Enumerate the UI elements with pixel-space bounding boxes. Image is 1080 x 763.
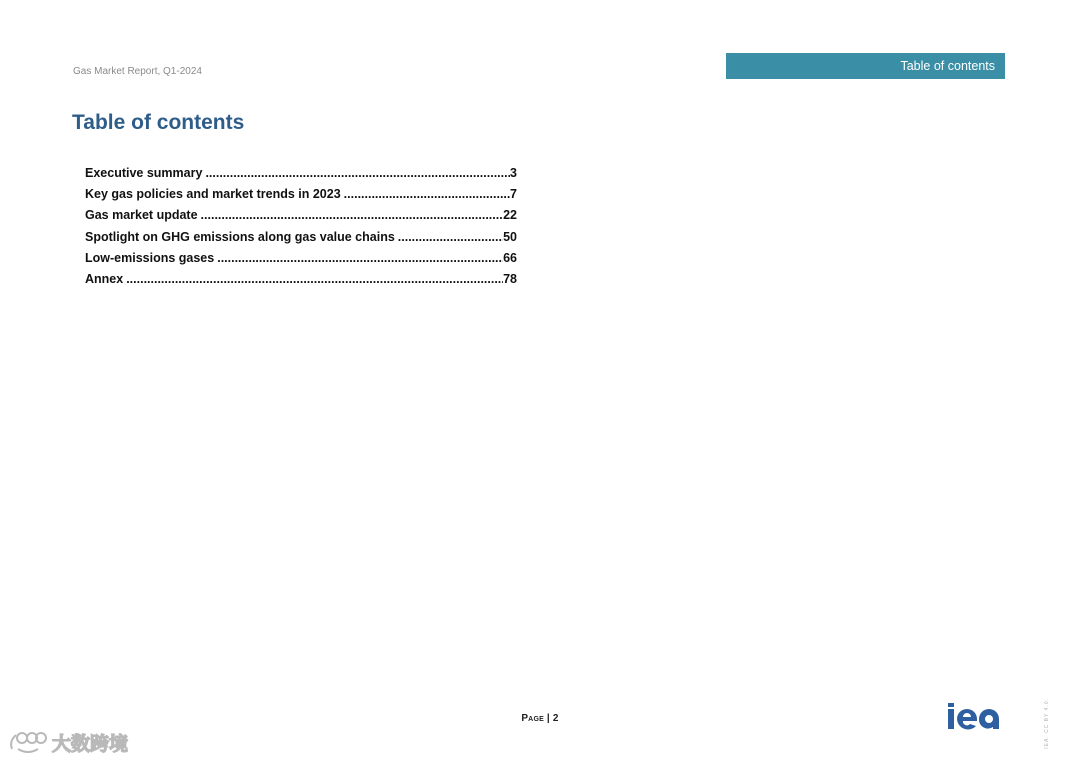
toc-entry-title: Spotlight on GHG emissions along gas value chains	[85, 229, 395, 244]
toc-entry[interactable]	[85, 166, 517, 187]
toc-entry-page: 22	[503, 208, 517, 223]
toc-leader-dots	[126, 272, 503, 286]
toc-entry-title: Executive summary	[85, 166, 203, 180]
toc-entry[interactable]	[85, 208, 517, 229]
toc-leader-dots	[201, 208, 504, 222]
section-tab-label: Table of contents	[900, 59, 995, 73]
toc-entry-page: 3	[510, 166, 517, 180]
watermark-text: 大数跨境	[52, 732, 129, 755]
page-number: 2	[552, 713, 559, 724]
toc-entry-page: 66	[503, 250, 517, 265]
watermark-logo-icon	[8, 729, 48, 755]
toc-entry[interactable]	[85, 272, 517, 293]
page-title: Table of contents	[72, 111, 245, 134]
report-label: Gas Market Report, Q1-2024	[73, 66, 202, 77]
page-footer	[0, 713, 1080, 724]
iea-logo-icon	[946, 703, 1008, 735]
toc-entry[interactable]	[85, 187, 517, 208]
toc-entry-title: Gas market update	[85, 208, 198, 223]
page-word: Page	[521, 713, 544, 724]
toc-leader-dots	[344, 187, 510, 201]
toc-entry-page: 78	[503, 271, 517, 286]
toc-entry-title: Annex	[85, 271, 124, 286]
toc-leader-dots	[398, 230, 503, 244]
toc-entry-title: Key gas policies and market trends in 2023	[85, 187, 341, 202]
toc-entry[interactable]	[85, 230, 517, 251]
toc-entry-page: 50	[503, 229, 517, 244]
watermark	[8, 728, 128, 756]
toc-entry-title: Low-emissions gases	[85, 250, 215, 265]
toc-entry[interactable]	[85, 251, 517, 272]
toc-leader-dots	[205, 166, 510, 180]
side-license: IEA. CC BY 4.0.	[1044, 698, 1050, 749]
toc-leader-dots	[217, 251, 503, 265]
toc-list	[85, 166, 517, 293]
page-separator: |	[543, 713, 553, 724]
toc-entry-page: 7	[510, 187, 517, 202]
section-tab	[726, 53, 1005, 79]
